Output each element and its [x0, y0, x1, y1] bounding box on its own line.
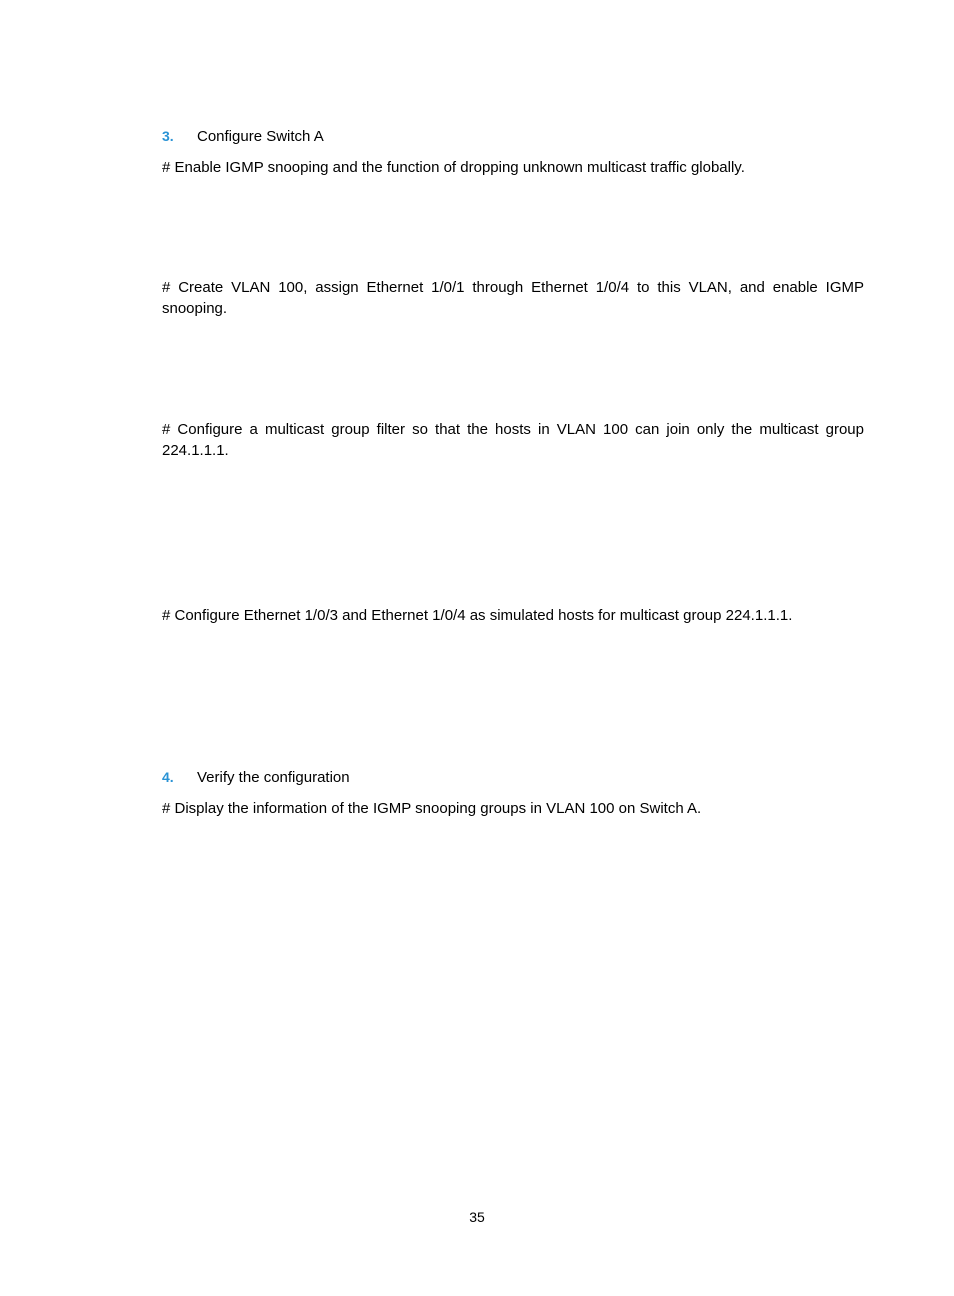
step-number: 3.	[162, 128, 174, 144]
step-number: 4.	[162, 769, 174, 785]
step-title: Verify the configuration	[197, 769, 350, 786]
paragraph-enable-igmp: # Enable IGMP snooping and the function of dropping unknown multicast traffic globally.	[162, 159, 745, 176]
page-number: 35	[469, 1209, 485, 1225]
step-title: Configure Switch A	[197, 128, 324, 145]
step-3-heading	[162, 126, 324, 147]
paragraph-create-vlan: # Create VLAN 100, assign Ethernet 1/0/1 through Ethernet 1/0/4 to this VLAN, and enable IGMP snooping.	[162, 279, 864, 317]
paragraph-group-filter: # Configure a multicast group filter so that the hosts in VLAN 100 can join only the multicast group 224.1.1.1.	[162, 421, 864, 459]
step-4-heading	[162, 767, 350, 788]
paragraph-simulated-hosts: # Configure Ethernet 1/0/3 and Ethernet 1/0/4 as simulated hosts for multicast group 224.1.1.1.	[162, 607, 793, 624]
paragraph-display-groups: # Display the information of the IGMP snooping groups in VLAN 100 on Switch A.	[162, 800, 702, 817]
